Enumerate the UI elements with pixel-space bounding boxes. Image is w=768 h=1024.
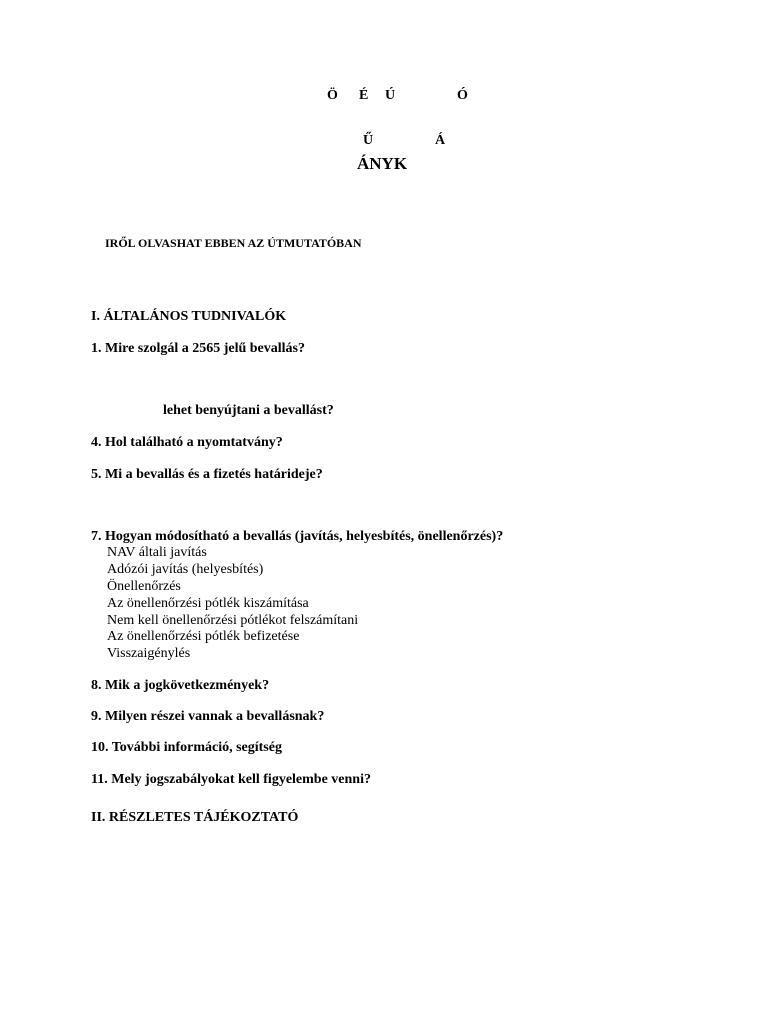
header-glyph-u-acute: Ú — [385, 88, 396, 103]
header-glyph-u-double-acute: Ű — [363, 133, 374, 148]
header-glyph-e-acute: É — [359, 88, 369, 103]
toc-subitem-no-surcharge: Nem kell önellenőrzési pótlékot felszámítani — [107, 613, 359, 628]
toc-item-9: 9. Milyen részei vannak a bevallásnak? — [91, 709, 325, 724]
toc-item-4: 4. Hol található a nyomtatvány? — [91, 435, 283, 450]
toc-item-1: 1. Mire szolgál a 2565 jelű bevallás? — [91, 341, 305, 356]
header-glyph-o-umlaut: Ö — [327, 88, 338, 103]
toc-subitem-surcharge-calculation: Az önellenőrzési pótlék kiszámítása — [107, 596, 309, 611]
toc-subitem-taxpayer-correction: Adózói javítás (helyesbítés) — [107, 562, 264, 577]
section-title-detailed: II. RÉSZLETES TÁJÉKOZTATÓ — [91, 810, 299, 825]
toc-item-7: 7. Hogyan módosítható a bevallás (javítás, helyesbítés, önellenőrzés)? — [91, 529, 504, 544]
toc-subitem-surcharge-payment: Az önellenőrzési pótlék befizetése — [107, 629, 300, 644]
toc-item-5: 5. Mi a bevallás és a fizetés határideje? — [91, 467, 323, 482]
toc-item-10: 10. További információ, segítség — [91, 740, 282, 755]
toc-subitem-refund: Visszaigénylés — [107, 646, 191, 661]
toc-subitem-self-revision: Önellenőrzés — [107, 579, 181, 594]
toc-item-11: 11. Mely jogszabályokat kell figyelembe venni? — [91, 772, 371, 787]
section-title-general: I. ÁLTALÁNOS TUDNIVALÓK — [91, 309, 287, 324]
toc-item-3: lehet benyújtani a bevallást? — [163, 403, 334, 418]
toc-item-8: 8. Mik a jogkövetkezmények? — [91, 678, 270, 693]
header-glyph-a-acute: Á — [435, 133, 446, 148]
toc-subitem-nav-correction: NAV általi javítás — [107, 545, 207, 560]
header-glyph-o-acute: Ó — [457, 88, 468, 103]
toc-heading: IRŐL OLVASHAT EBBEN AZ ÚTMUTATÓBAN — [105, 236, 362, 250]
page-title: ÁNYK — [357, 154, 408, 173]
